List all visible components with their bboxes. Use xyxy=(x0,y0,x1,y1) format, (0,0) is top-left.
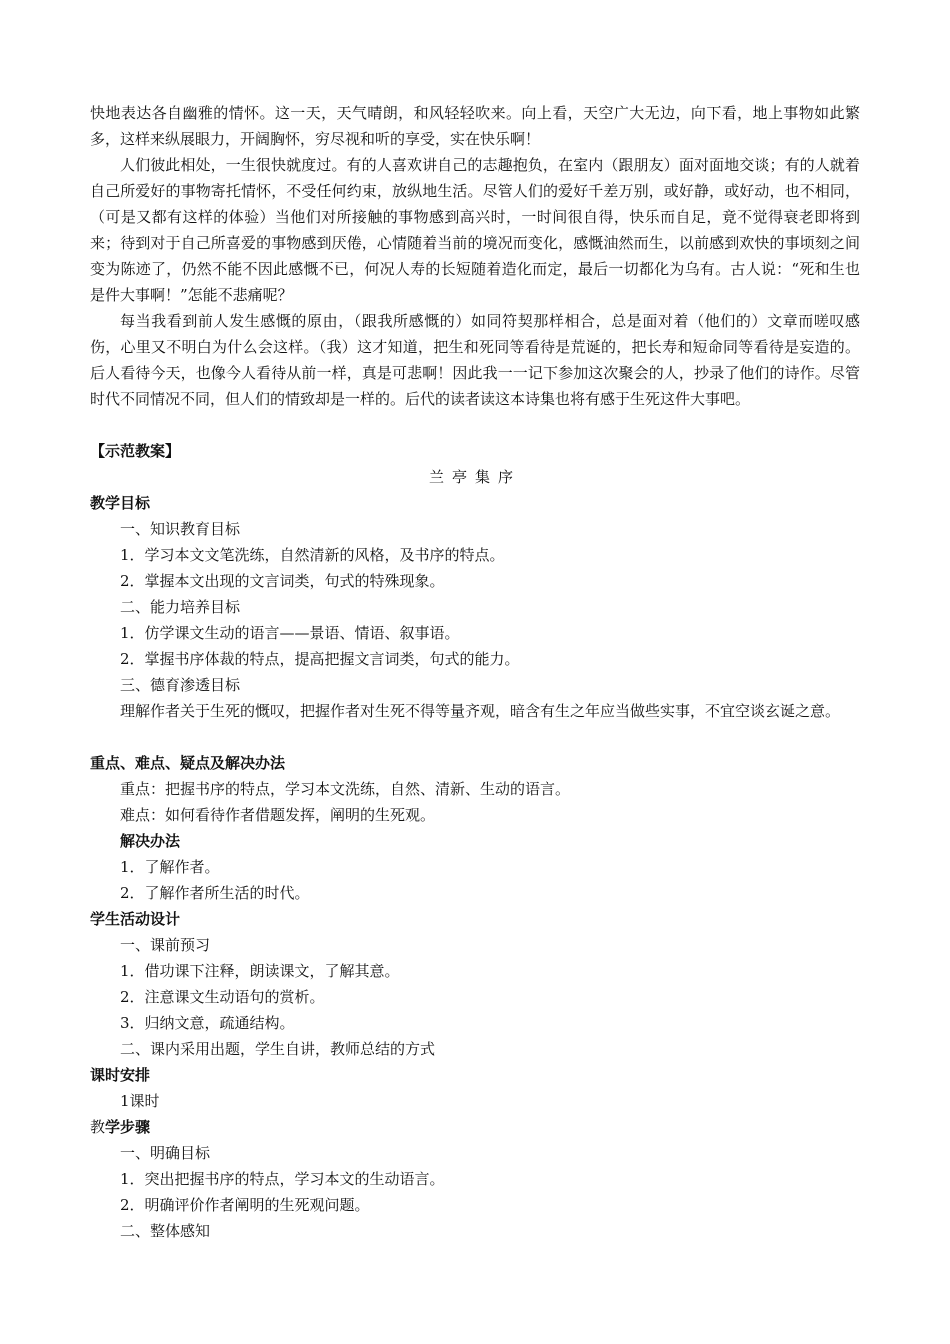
schedule-heading: 课时安排 xyxy=(90,1066,151,1084)
steps-item-1: 1．突出把握书序的特点，学习本文的生动语言。 xyxy=(120,1170,445,1188)
key-points-focus: 重点：把握书序的特点，学习本文洗练，自然、清新、生动的语言。 xyxy=(120,780,571,798)
solution-heading: 解决办法 xyxy=(120,832,181,850)
goals-item-3-1: 理解作者关于生死的慨叹，把握作者对生死不得等量齐观，暗含有生之年应当做些实事，不宜空谈玄诞之意。 xyxy=(120,702,841,720)
section-label: 【示范教案】 xyxy=(90,442,181,460)
goals-sub-3: 三、德育渗透目标 xyxy=(120,676,241,694)
intro-paragraph-3: 每当我看到前人发生感慨的原由，（跟我所感慨的）如同符契那样相合，总是面对着（他们的）文章而嗟叹感伤，心里又不明白为什么会这样。（我）这才知道，把生和死同等看待是荒诞的，把长寿和短命同等看待是妄造的。后人看待今天，也像今人看待从前一样，真是可悲啊！因此我一一记下参加这次聚会的人，抄录了他们的诗作。尽管时代不同情况不同，但人们的情致却是一样的。后代的读者读这本诗集也将有感于生死这件大事吧。 xyxy=(90,312,860,408)
goals-heading: 教学目标 xyxy=(90,494,151,512)
solution-item-1: 1．了解作者。 xyxy=(120,858,220,876)
lesson-title: 兰亭集序 xyxy=(428,468,521,486)
schedule-value: 1课时 xyxy=(120,1092,160,1110)
steps-sub-2: 二、整体感知 xyxy=(120,1222,211,1240)
activities-item-2: 2．注意课文生动语句的赏析。 xyxy=(120,988,325,1006)
goals-item-2-1: 1．仿学课文生动的语言——景语、情语、叙事语。 xyxy=(120,624,460,642)
goals-item-1-1: 1．学习本文文笔洗练，自然清新的风格，及书序的特点。 xyxy=(120,546,505,564)
intro-text xyxy=(90,100,860,412)
key-points-difficulty: 难点：如何看待作者借题发挥，阐明的生死观。 xyxy=(120,806,436,824)
intro-paragraph-1: 快地表达各自幽雅的情怀。这一天，天气晴朗，和风轻轻吹来。向上看，天空广大无边，向下看，地上事物如此繁多，这样来纵展眼力，开阔胸怀，穷尽视和听的享受，实在快乐啊！ xyxy=(90,104,860,148)
activities-item-1: 1．借功课下注释，朗读课文，了解其意。 xyxy=(120,962,400,980)
steps-heading-plain: 教 xyxy=(90,1118,106,1136)
goals-item-2-2: 2．掌握书序体裁的特点，提高把握文言词类，句式的能力。 xyxy=(120,650,520,668)
goals-sub-1: 一、知识教育目标 xyxy=(120,520,241,538)
activities-item-3: 3．归纳文意，疏通结构。 xyxy=(120,1014,295,1032)
intro-paragraph-2: 人们彼此相处，一生很快就度过。有的人喜欢讲自己的志趣抱负，在室内（跟朋友）面对面地交谈；有的人就着自己所爱好的事物寄托情怀，不受任何约束，放纵地生活。尽管人们的爱好千差万别，或好静，或好动，也不相同，（可是又都有这样的体验）当他们对所接触的事物感到高兴时，一时间很自得，快乐而自足，竟不觉得衰老即将到来；待到对于自己所喜爱的事物感到厌倦，心情随着当前的境况而变化，感慨油然而生，以前感到欢快的事顷刻之间变为陈迹了，仍然不能不因此感慨不已，何况人寿的长短随着造化而定，最后一切都化为乌有。古人说：“死和生也是件大事啊！”怎能不悲痛呢？ xyxy=(90,156,860,304)
goals-item-3-block xyxy=(90,698,860,724)
key-points-heading: 重点、难点、疑点及解决办法 xyxy=(90,754,286,772)
activities-sub-1: 一、课前预习 xyxy=(120,936,211,954)
steps-sub-1: 一、明确目标 xyxy=(120,1144,211,1162)
steps-heading xyxy=(90,1114,860,1140)
activities-sub-2: 二、课内采用出题，学生自讲，教师总结的方式 xyxy=(120,1040,436,1058)
activities-heading: 学生活动设计 xyxy=(90,910,181,928)
goals-item-1-2: 2．掌握本文出现的文言词类，句式的特殊现象。 xyxy=(120,572,445,590)
steps-heading-bold: 学步骤 xyxy=(105,1118,151,1136)
solution-item-2: 2．了解作者所生活的时代。 xyxy=(120,884,310,902)
goals-sub-2: 二、能力培养目标 xyxy=(120,598,241,616)
steps-item-2: 2．明确评价作者阐明的生死观问题。 xyxy=(120,1196,370,1214)
